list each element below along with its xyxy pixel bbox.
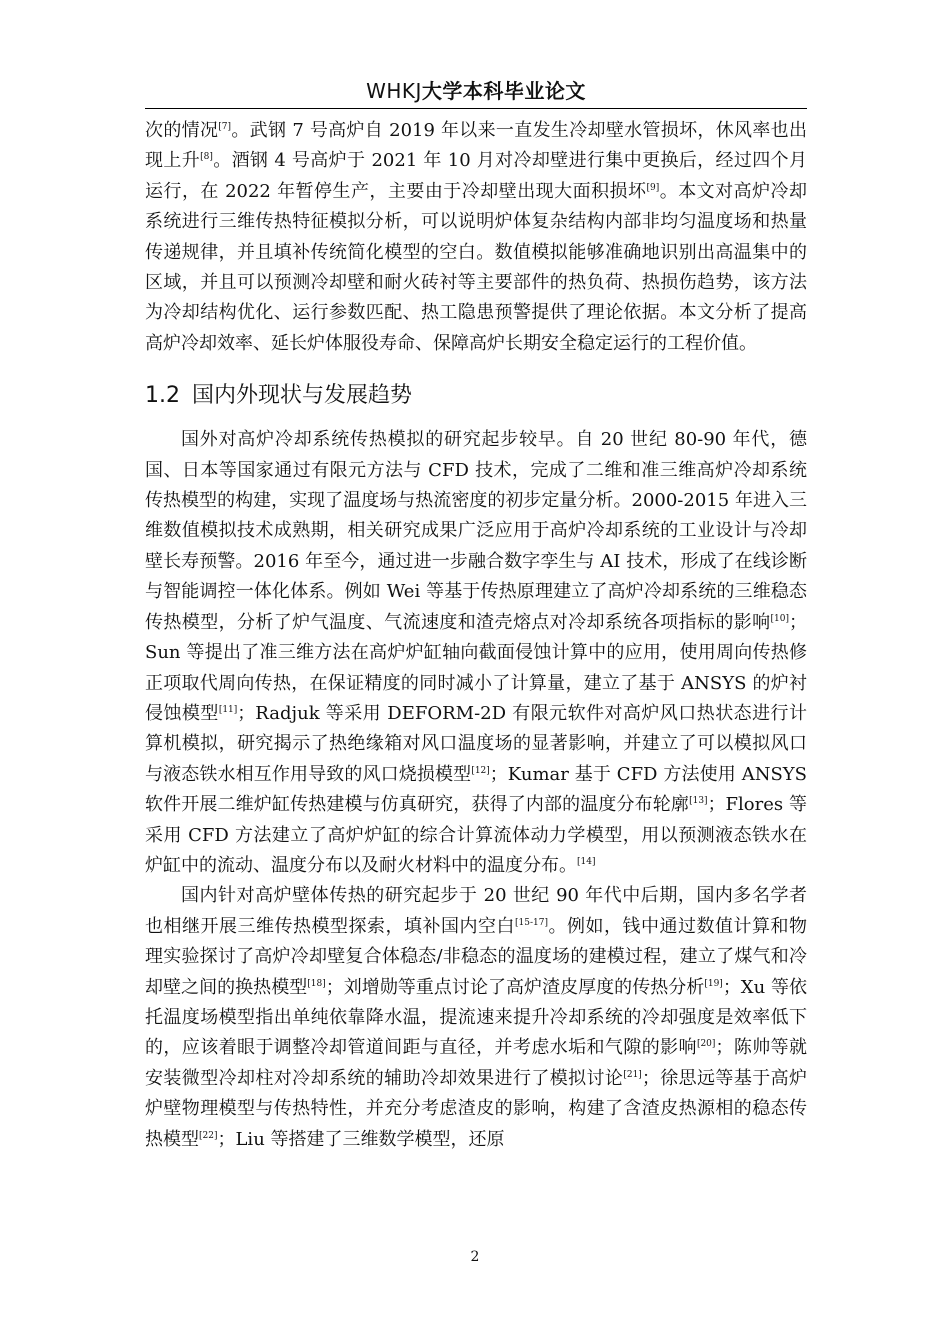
citation-ref: [20]: [696, 1039, 716, 1050]
citation-ref: [21]: [623, 1069, 642, 1080]
paragraph-text: ；刘增勋等重点讨论了高炉渣皮厚度的传热分析: [325, 976, 705, 998]
paragraph-group-intro: [145, 116, 807, 359]
paragraph-text: ；Radjuk 等采用 DEFORM-2D 有限元软件对高炉风口热状态进行计算机模拟，研究揭示了热绝缘箱对风口温度场的显著影响，并建立了可以模拟风口与液态铁水相互作用导致的风口烧损模型: [145, 702, 808, 785]
citation-ref: [7]: [218, 122, 232, 132]
citation-ref: [9]: [646, 182, 660, 193]
page-number: 2: [470, 1249, 480, 1265]
header-title: 大学本科毕业论文: [421, 79, 586, 103]
paragraph-text: 。本文对高炉冷却系统进行三维传热特征模拟分析，可以说明炉体复杂结构内部非均匀温度场和热量传递规律，并且填补传统简化模型的空白。数值模拟能够准确地识别出高温集中的区域，并且可以预测冷却壁和耐火砖衬等主要部件的热负荷、热损伤趋势，该方法为冷却结构优化、运行参数匹配、热工隐患预警提供了理论依据。本文分析了提高高炉冷却效率、延长炉体服役寿命、保障高炉长期安全稳定运行的工程价值。: [145, 180, 808, 354]
section-number: 1.2: [145, 383, 180, 409]
paragraph-text: 国外对高炉冷却系统传热模拟的研究起步较早。自 20 世纪 80-90 年代，德国、日本等国家通过有限元方法与 CFD 技术，完成了二维和准三维高炉冷却系统传热模型的构建，实现了温度场与热流密度的初步定量分析。2000-2015 年进入三维数值模拟技术成熟期，相关研究成果广泛应用于高炉冷却系统的工业设计与冷却壁长寿预警。2016 年至今，通过进一步融合数字孪生与 AI 技术，形成了在线诊断与智能调控一体化体系。例如 Wei 等基于传热原理建立了高炉冷却系统的三维稳态传热模型，分析了炉气温度、气流速度和渣壳熔点对冷却系统各项指标的影响: [145, 429, 807, 633]
paragraph-text: ；徐思远等基于高炉炉壁物理模型与传热特性，并充分考虑渣皮的影响，构建了含渣皮热源相的稳态传热模型: [145, 1067, 808, 1150]
body-paragraph: [145, 116, 807, 359]
body-paragraph: [145, 425, 807, 881]
body-paragraph: [145, 881, 807, 1155]
paragraph-text: 。酒钢 4 号高炉于 2021 年 10 月对冷却壁进行集中更换后，经过四个月运行，在 2022 年暂停生产，主要由于冷却壁出现大面积损坏: [145, 150, 807, 202]
paragraph-group-section: [145, 425, 807, 1155]
header-prefix: WHKJ: [366, 79, 422, 103]
section-heading: [145, 381, 807, 411]
citation-ref: [15-17]: [515, 917, 548, 928]
section-title: 国内外现状与发展趋势: [192, 383, 413, 409]
citation-ref: [18]: [307, 978, 326, 989]
paragraph-text: ；陈帅等就安装微型冷却柱对冷却系统的辅助冷却效果进行了模拟讨论: [145, 1037, 808, 1089]
citation-ref: [8]: [200, 152, 213, 163]
citation-ref: [11]: [218, 704, 238, 715]
paragraph-text: 。例如，钱中通过数值计算和物理实验探讨了高炉冷却壁复合体稳态/非稳态的温度场的建模过程，建立了煤气和冷却壁之间的换热模型: [145, 915, 808, 998]
main-text: [145, 116, 807, 1155]
citation-ref: [22]: [199, 1130, 218, 1141]
paragraph-text: ；Xu 等依托温度场模型指出单纯依靠降水温，提流速来提升冷却系统的冷却强度是效率低下的，应该着眼于调整冷却管道间距与直径，并考虑水垢和气隙的影响: [145, 976, 807, 1059]
citation-ref: [10]: [770, 613, 789, 624]
paragraph-text: 次的情况: [145, 120, 219, 141]
running-header: [145, 76, 807, 106]
citation-ref: [12]: [471, 765, 490, 776]
paragraph-text: ；Kumar 基于 CFD 方法使用 ANSYS 软件开展二维炉缸传热建模与仿真研究，获得了内部的温度分布轮廓: [145, 763, 807, 816]
citation-ref: [14]: [577, 856, 596, 867]
header-rule: [145, 108, 807, 109]
paragraph-text: ；Liu 等搭建了三维数学模型，还原: [217, 1128, 505, 1150]
paragraph-text: 。武钢 7 号高炉自 2019 年以来一直发生冷却壁水管损坏，休风率也出现上升: [145, 120, 808, 172]
citation-ref: [19]: [704, 978, 723, 989]
paragraph-text: 国内针对高炉壁体传热的研究起步于 20 世纪 90 年代中后期，国内多名学者也相继开展三维传热模型探索，填补国内空白: [145, 885, 807, 937]
paragraph-text: ；Flores 等采用 CFD 方法建立了高炉炉缸的综合计算流体动力学模型，用以预测液态铁水在炉缸中的流动、温度分布以及耐火材料中的温度分布。: [145, 794, 807, 876]
paragraph-text: ；Sun 等提出了准三维方法在高炉炉缸轴向截面侵蚀计算中的应用，使用周向传热修正项取代周向传热，在保证精度的同时减小了计算量，建立了基于 ANSYS 的炉衬侵蚀模型: [145, 611, 807, 724]
citation-ref: [13]: [689, 796, 708, 807]
